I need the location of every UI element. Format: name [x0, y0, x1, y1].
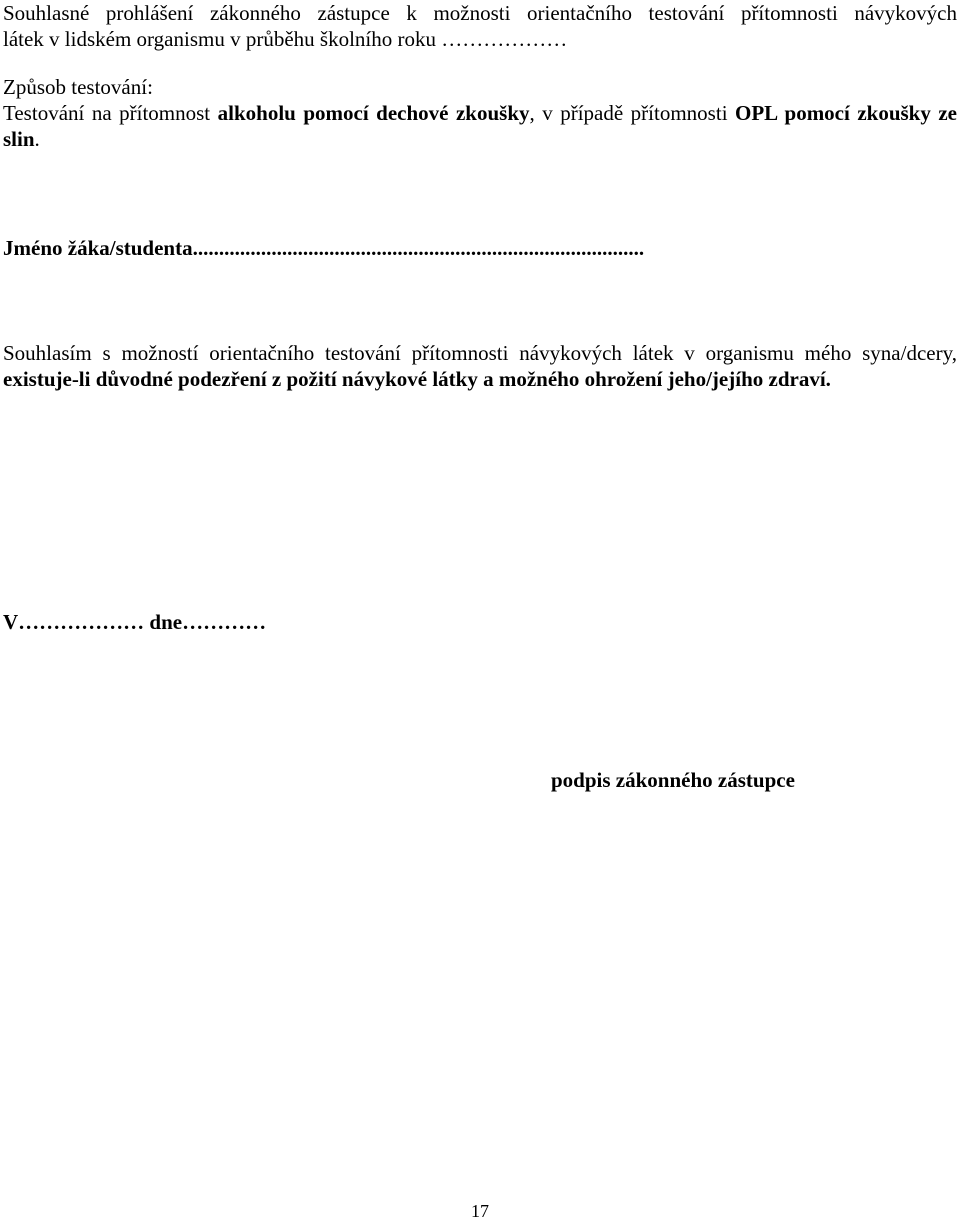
- method-alcohol-breath-test: alkoholu pomocí dechové zkoušky: [217, 101, 530, 125]
- consent-statement: [3, 340, 957, 392]
- document-title: [3, 0, 957, 52]
- place-date-field: [3, 609, 957, 635]
- student-name-label: Jméno žáka/studenta......................................................................................: [3, 236, 645, 260]
- signature-label: podpis zákonného zástupce: [551, 768, 795, 792]
- testing-method-text: [3, 100, 957, 152]
- method-text-part-1: Testování na přítomnost: [3, 101, 218, 125]
- title-line-2: látek v lidském organismu v průběhu školního roku ………………: [3, 27, 568, 51]
- student-name-field: [3, 235, 957, 261]
- place-date-label: V……………… dne…………: [3, 610, 267, 634]
- consent-text: Souhlasím s možností orientačního testování přítomnosti návykových látek v organismu mého syna/dcery,: [3, 341, 957, 365]
- consent-condition: existuje-li důvodné podezření z požití návykové látky a možného ohrožení jeho/jejího zdraví.: [3, 367, 831, 391]
- title-line-1: Souhlasné prohlášení zákonného zástupce k možnosti orientačního testování přítomnosti návykových: [3, 1, 957, 25]
- page-number: 17: [471, 1201, 489, 1221]
- method-text-part-2: , v případě přítomnosti: [529, 101, 736, 125]
- method-text-part-3: .: [34, 127, 40, 151]
- testing-method-label: Způsob testování:: [3, 75, 153, 99]
- signature-field: [551, 767, 795, 793]
- method-opl-saliva-test: OPL pomocí zkoušky ze slin: [3, 101, 957, 151]
